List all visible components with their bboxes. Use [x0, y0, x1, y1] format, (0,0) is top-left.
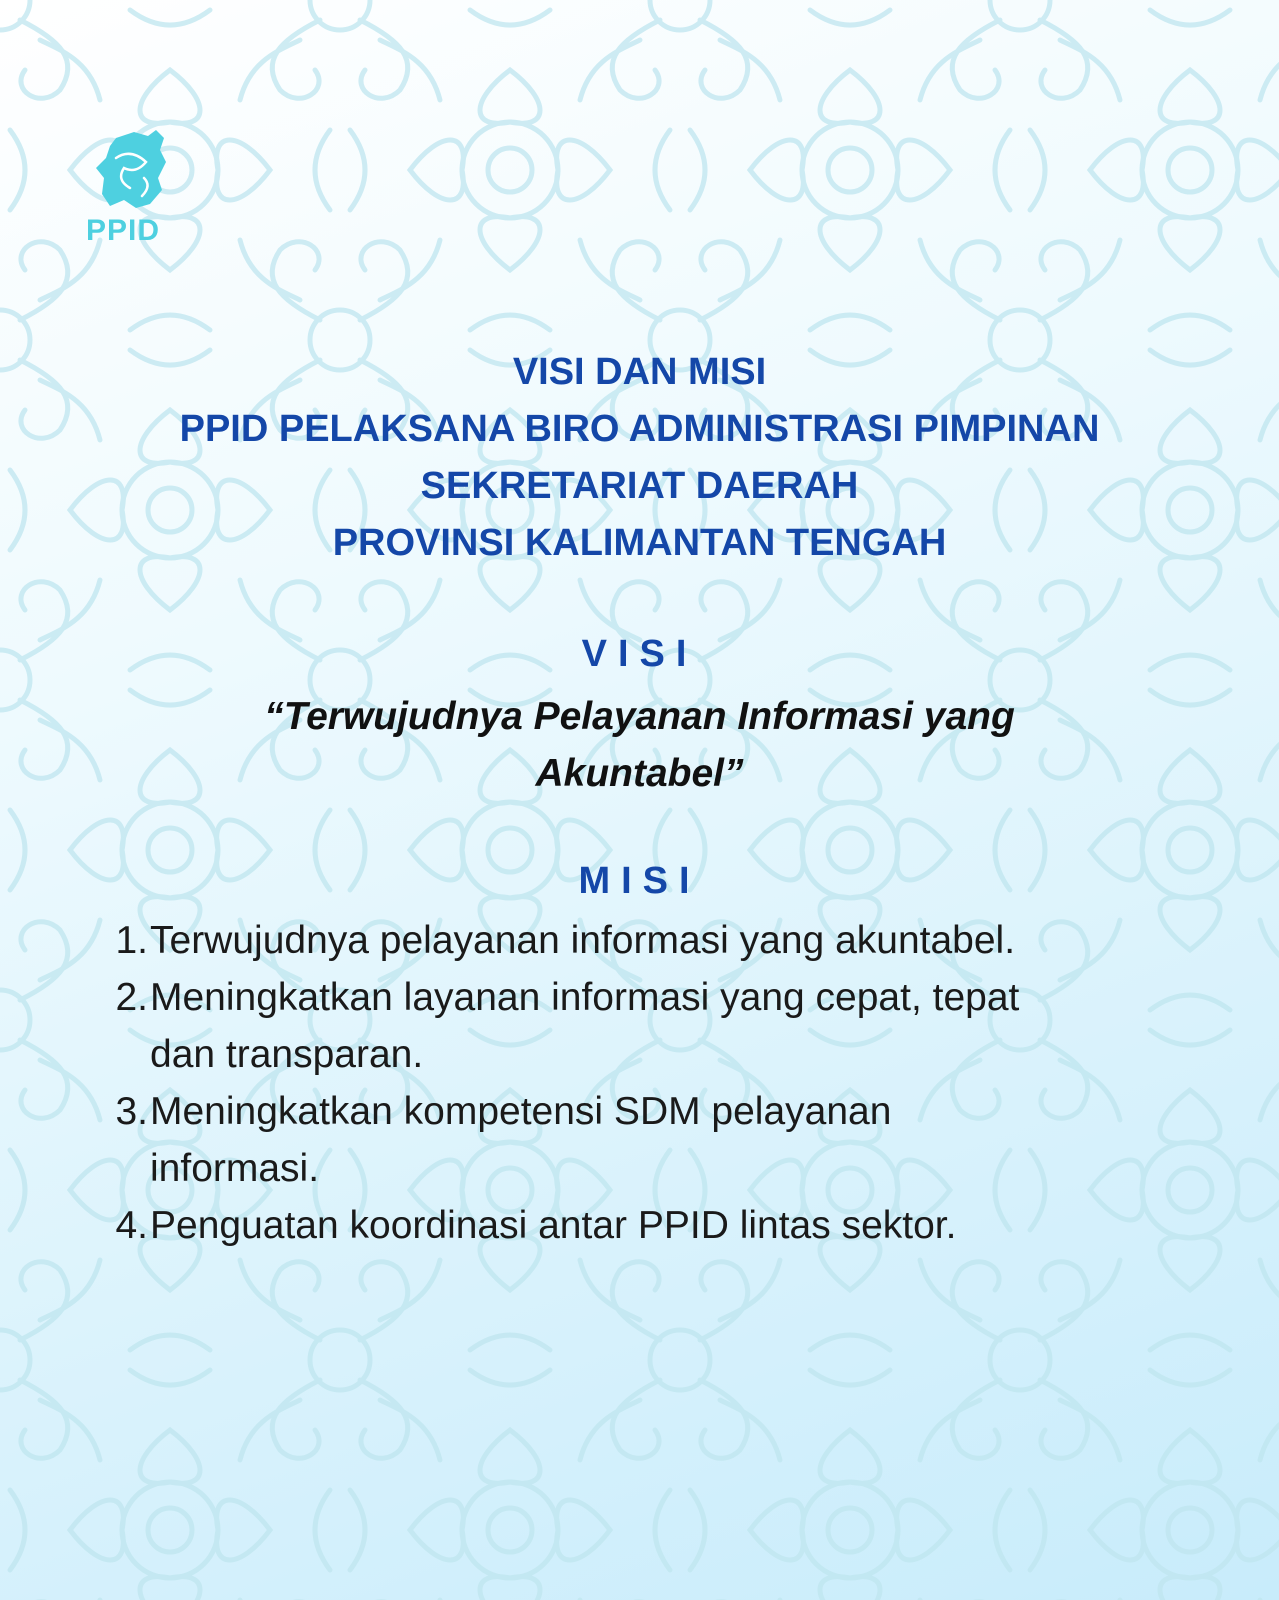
misi-list — [108, 912, 1218, 1254]
list-item — [108, 969, 1218, 1083]
list-item — [108, 1197, 1218, 1254]
misi-heading: MISI — [578, 860, 701, 902]
item-line: Terwujudnya pelayanan informasi yang akuntabel. — [150, 919, 1016, 962]
item-number: 4. — [115, 1204, 148, 1247]
item-line: informasi. — [150, 1147, 320, 1190]
logo-text: PPID — [86, 214, 161, 247]
item-line: Penguatan koordinasi antar PPID lintas sektor. — [150, 1204, 957, 1247]
item-text — [148, 1197, 1218, 1254]
visi-line-1: “Terwujudnya Pelayanan Informasi yang — [264, 695, 1015, 738]
item-number: 2. — [115, 976, 148, 1019]
item-number: 1. — [115, 919, 148, 962]
item-text — [148, 912, 1218, 969]
title-line-3: SEKRETARIAT DAERAH — [420, 465, 859, 507]
title-line-1: VISI DAN MISI — [512, 351, 767, 393]
item-line: dan transparan. — [150, 1033, 424, 1076]
title-line-2: PPID PELAKSANA BIRO ADMINISTRASI PIMPINAN — [179, 408, 1100, 450]
visi-line-2: Akuntabel” — [535, 752, 744, 795]
item-line: Meningkatkan layanan informasi yang cepat, tepat — [150, 976, 1020, 1019]
visi-statement — [0, 688, 1279, 802]
item-number: 3. — [115, 1090, 148, 1133]
visi-heading: VISI — [581, 633, 698, 675]
list-item — [108, 912, 1218, 969]
title-line-4: PROVINSI KALIMANTAN TENGAH — [332, 522, 947, 564]
item-line: Meningkatkan kompetensi SDM pelayanan — [150, 1090, 892, 1133]
item-text — [148, 969, 1218, 1083]
page-title — [0, 344, 1279, 572]
list-item — [108, 1083, 1218, 1197]
item-text — [148, 1083, 1218, 1197]
ppid-logo — [86, 128, 186, 258]
